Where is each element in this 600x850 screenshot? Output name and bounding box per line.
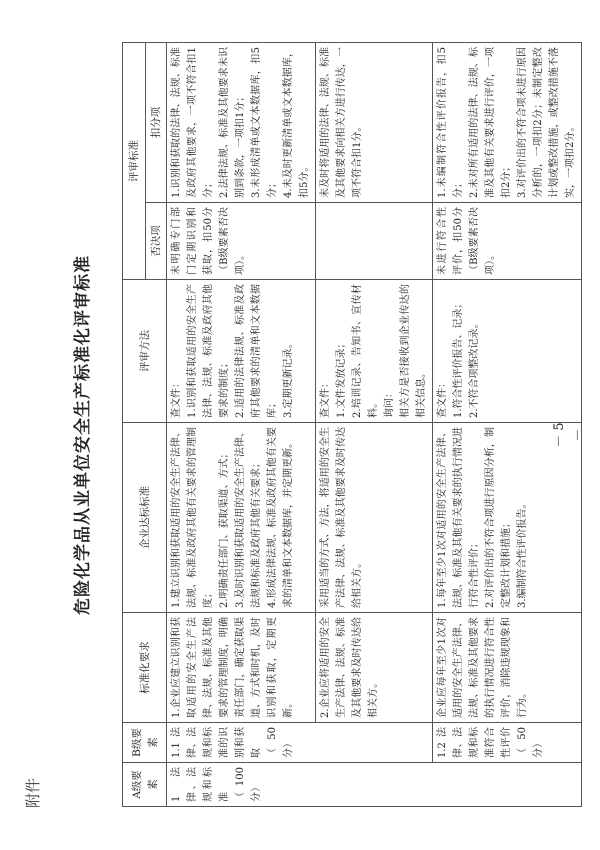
enterprise-standard-cell: 1.每年至少1次对适用的安全生产法律、法规、标准及其他有关要求的执行情况进行符合性评价； 2.对评价出的不符合项进行原因分析，制定整改计划和措施； 3.编制符合性评价报告。 (433, 423, 582, 613)
requirement-cell: 2.企业应将适用的安全生产法律、法规、标准及其他要求及时传达给相关方。 (316, 613, 433, 723)
header-b-element: B级要素 (123, 723, 167, 763)
table-row (167, 43, 316, 807)
method-cell: 查文件： 1.识别和获取适用的安全生产法律、法规、标准及政府其他要求的制度； 2.适用的法律法规、标准及政府其他要求的清单和文本数据库； 3.定期更新记录。 (167, 280, 316, 423)
header-criteria: 评审标准 (123, 43, 146, 280)
header-requirement: 标准化要求 (123, 613, 167, 723)
veto-cell (316, 203, 433, 280)
requirement-cell: 企业应每年至少1次对适用的安全生产法律、法规、标准及其他要求的执行情况进行符合性评价，消除违规现象和行为。 (433, 613, 582, 723)
header-row (123, 43, 146, 807)
veto-cell: 未明确专门部门定期识别和获取，扣50分（B级要素否决项）。 (167, 203, 316, 280)
header-a-element: A级要素 (123, 763, 167, 807)
standards-table-container (122, 43, 576, 807)
a-element-cell: 1 法律、法规和标准（100分） (167, 763, 582, 807)
enterprise-standard-cell: 1.建立识别和获取适用的安全生产法律、法规、标准及政府其他有关要求的管理制度； 2.明确责任部门、获取渠道、方式； 3.及时识别和获取适用的安全生产法律、法规和标准及政府其他有关要求； 4.形成法律法规、标准及政府其他有关要求的清单和文本数据库，并定期更新。 (167, 423, 316, 613)
b-element-cell: 1.2 法律、法规和标准符合性评价（50分） (433, 723, 582, 763)
header-deduction: 扣分项 (146, 43, 167, 203)
method-cell: 查文件： 1.符合性评价报告、记录； 2.不符合项整改记录。 (433, 280, 582, 423)
requirement-cell: 1.企业应建立识别和获取适用的安全生产法律、法规、标准及其他要求的管理制度，明确责任部门，确定获取渠道、方式和时机，及时识别和获取，定期更新。 (167, 613, 316, 723)
veto-cell: 未进行符合性评价，扣50分（B级要素否决项）。 (433, 203, 582, 280)
page-title: 危险化学品从业单位安全生产标准化评审标准 (73, 255, 93, 615)
deduction-cell: 1.识别和获取的法律、法规、标准及政府其他要求，一项不符合扣1分； 2.法律法规、标准及其他要求未识别到条款，一项扣1分； 3.未形成清单或文本数据库，扣5分； 4.未及时更新清单或文本数据库，扣5分。 (167, 43, 316, 203)
method-cell: 查文件： 1.文件发放记录； 2.培训记录、告知书、宣传材料。 询问： 相关方是否接收到企业传达的相关信息。 (316, 280, 433, 423)
enterprise-standard-cell: 采用适当的方式、方法，将适用的安全生产法律、法规、标准及其他要求及时传达给相关方。 (316, 423, 433, 613)
standards-table (122, 42, 582, 807)
header-enterprise-standard: 企业达标标准 (123, 423, 167, 613)
header-method: 评审方法 (123, 280, 167, 423)
page-number: － 5 － (552, 422, 586, 448)
header-veto: 否决项 (146, 203, 167, 280)
table-row (433, 43, 582, 807)
table-row (316, 43, 433, 807)
attachment-label: 附件 (24, 777, 42, 808)
deduction-cell: 1.未编制符合性评价报告，扣5分； 2.未对所有适用的法律、法规、标准及其他有关要求进行评价，一项扣2分； 3.对评价出的不符合项未进行原因分析的，一项扣2分；未制定整改计划或整改措施，或整改措施不落实，一项扣2分。 (433, 43, 582, 203)
deduction-cell: 未及时将适用的法律、法规、标准及其他要求向相关方进行传达，一项不符合扣1分。 (316, 43, 433, 203)
b-element-cell: 1.1 法律、法规和标准的识别和获取（50分） (167, 723, 433, 763)
